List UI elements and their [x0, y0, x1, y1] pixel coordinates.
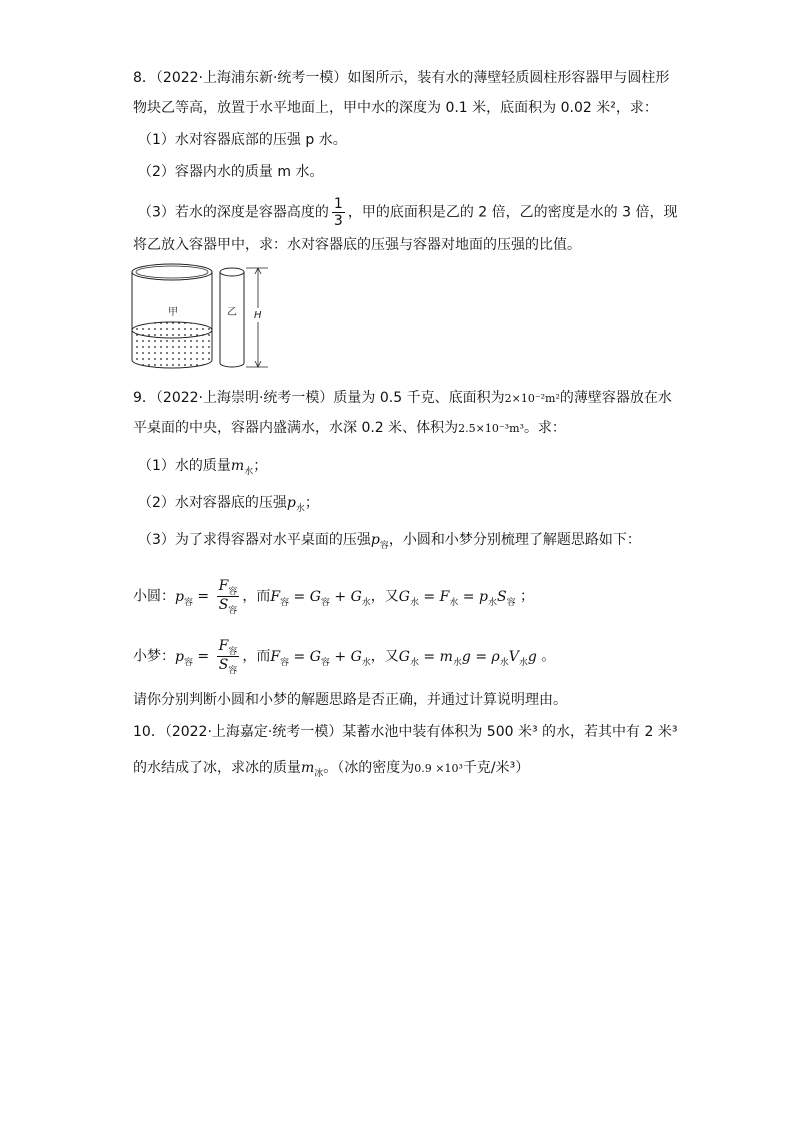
q9-part3-text-b: ，小圆和小梦分别梳理了解题思路如下：: [388, 532, 641, 548]
q8-fraction-denominator: 3: [333, 213, 343, 229]
xiaomeng-fraction: $\frac{F_容}{S_容}$: [218, 638, 238, 676]
q10-line1: 10．（2022·上海嘉定·统考一模）某蓄水池中装有体积为 500 米³ 的水，若其中有 2 米³: [133, 724, 678, 740]
q8-part3-text-a: （3）若水的深度是容器高度的: [138, 204, 329, 221]
q9-part1: （1）水的质量$m_水$；: [138, 458, 268, 477]
q8-fraction-numerator: 1: [333, 196, 343, 212]
q10-line2: [133, 758, 529, 780]
q8-figure: [128, 260, 278, 375]
label-jia: 甲: [168, 307, 178, 318]
cylinder-yi: [220, 268, 244, 367]
q9-part2-text: （2）水对容器底的压强: [138, 495, 287, 511]
container-jia: [132, 264, 212, 368]
xiaoyuan-label: 小圆：: [133, 588, 175, 605]
q9-part3: [138, 530, 641, 552]
label-yi: 乙: [227, 307, 237, 318]
q9-xiaoyuan-formula: 小圆：$p_容$ = $\frac{F_容}{S_容}$ ，而$F_容 = G_容 + G_水$，又$G_水 = F_水 = p_水S_容$ ；: [133, 578, 535, 616]
q9-part2: （2）水对容器底的压强$p_水$；: [138, 495, 319, 514]
label-h: H: [254, 310, 262, 321]
q10-line2-a: 的水结成了冰，求冰的质量: [133, 760, 301, 776]
q9-volume: 2.5×10⁻³m³: [458, 422, 524, 435]
xiaoyuan-fraction: $\frac{F_容}{S_容}$: [218, 578, 238, 616]
q9-conclusion: 请你分别判断小圆和小梦的解题思路是否正确，并通过计算说明理由。: [133, 692, 567, 708]
q9-part2-symbol: $p_水$: [286, 495, 305, 514]
q9-part1-text: （1）水的质量: [138, 458, 231, 474]
xiaoyuan-you: ，又: [370, 588, 399, 605]
height-marker: [246, 268, 268, 367]
q10-line2-c: 千克/米³）: [462, 760, 530, 776]
q8-part3-line2: 将乙放入容器甲中，求：水对容器底的压强与容器对地面的压强的比值。: [133, 237, 581, 253]
q9-line2-a: 平桌面的中央，容器内盛满水，水深 0.2 米、体积为: [133, 420, 459, 436]
q9-part3-text: （3）为了求得容器对水平桌面的压强: [138, 532, 371, 548]
q8-fraction: [332, 196, 345, 229]
xiaomeng-label: 小梦：: [133, 648, 175, 665]
q9-part1-symbol: $m_水$: [230, 458, 254, 477]
q9-line2-b: 。求：: [523, 420, 566, 436]
q9-part3-symbol: $p_容$: [370, 532, 389, 551]
q9-intro-b: 的薄壁容器放在水: [559, 390, 672, 406]
q10-density: 0.9 ×10³: [414, 762, 463, 775]
q8-part3-text-b: ，甲的底面积是乙的 2 倍，乙的密度是水的 3 倍，现: [347, 204, 678, 221]
q10-symbol: $m_冰$: [301, 760, 324, 779]
xiaomeng-you: ，又: [370, 648, 399, 665]
q9-xiaomeng-formula: 小梦：$p_容$ = $\frac{F_容}{S_容}$ ，而$F_容 = G_容 + G_水$，又$G_水 = m_水g = \rho_水V_水g$ 。: [133, 638, 556, 676]
q8-part3-line1: [138, 196, 677, 229]
xiaomeng-er: ，而: [242, 648, 271, 665]
q8-intro-line1: 8．（2022·上海浦东新·统考一模）如图所示，装有水的薄壁轻质圆柱形容器甲与圆柱形: [133, 70, 670, 86]
q9-area: 2×10⁻²m²: [504, 392, 560, 405]
xiaoyuan-er: ，而: [242, 588, 271, 605]
q8-part1: （1）水对容器底部的压强 p 水。: [138, 132, 347, 148]
q10-line2-b: 。（冰的密度为: [323, 760, 415, 776]
q8-intro-line2: 物块乙等高，放置于水平地面上，甲中水的深度为 0.1 米，底面积为 0.02 米²，求：: [133, 100, 658, 116]
q9-intro-line2: [133, 418, 566, 439]
q8-part2: （2）容器内水的质量 m 水。: [138, 164, 324, 180]
q9-intro-line1: [133, 388, 672, 409]
q9-intro-a: 9．（2022·上海崇明·统考一模）质量为 0.5 千克、底面积为: [133, 390, 505, 406]
